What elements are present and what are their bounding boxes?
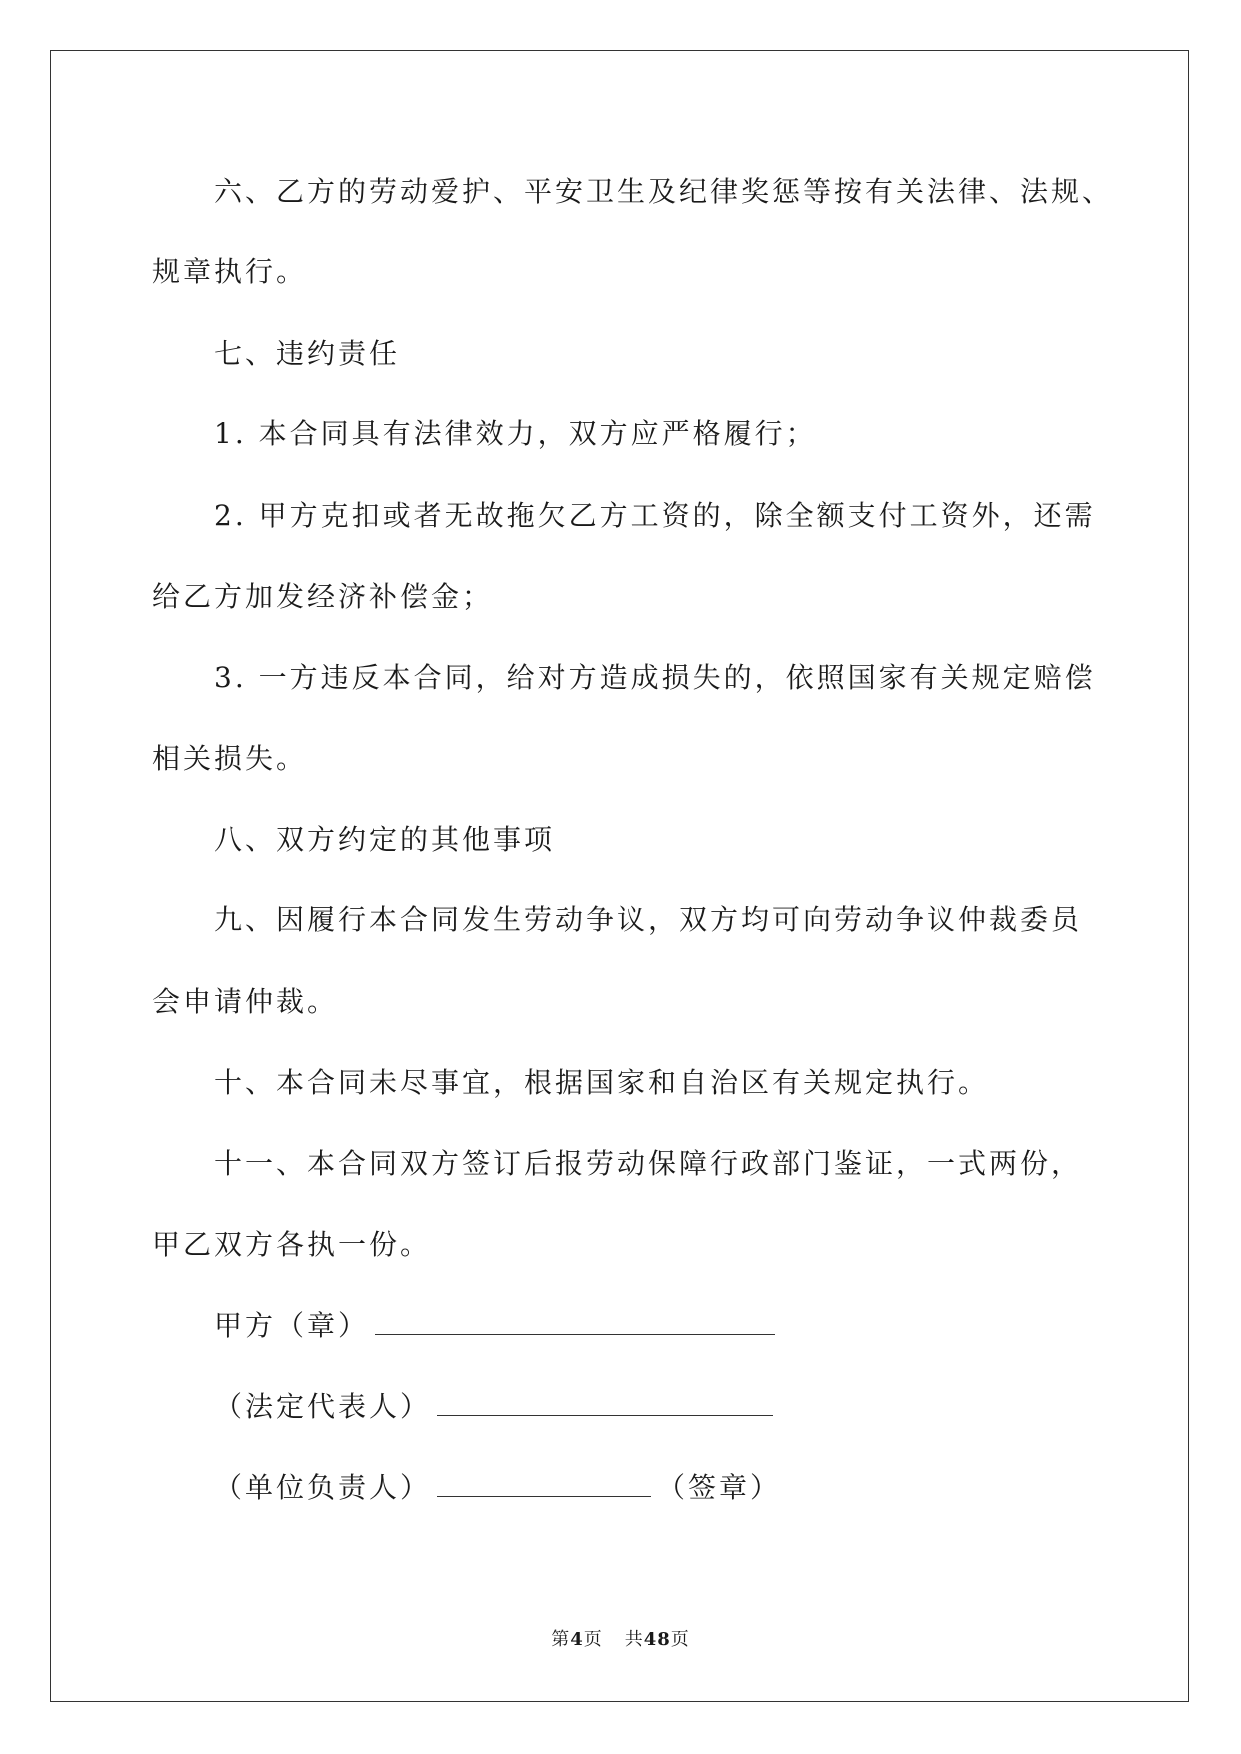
seal-label: （签章）: [657, 1471, 782, 1504]
paragraph-line: 十一、本合同双方签订后报劳动保障行政部门鉴证，一式两份，: [214, 1147, 1083, 1180]
current-page-number: 4: [570, 1629, 584, 1650]
page-footer: [0, 1628, 1241, 1652]
paragraph-line: 相关损失。: [152, 742, 308, 775]
paragraph-line: 甲乙双方各执一份。: [152, 1228, 432, 1261]
paragraph-line: 六、乙方的劳动爱护、平安卫生及纪律奖惩等按有关法律、法规、: [214, 175, 1114, 208]
footer-total-suffix: 页: [670, 1629, 690, 1650]
page-border: [50, 50, 1189, 1702]
paragraph-line: 会申请仲裁。: [152, 985, 339, 1018]
footer-total-prefix: 共: [624, 1629, 644, 1650]
legal-rep-blank: [437, 1389, 773, 1416]
paragraph-line: 十、本合同未尽事宜，根据国家和自治区有关规定执行。: [214, 1066, 990, 1099]
unit-head-blank: [437, 1470, 651, 1497]
total-pages-number: 48: [643, 1629, 671, 1650]
signature-party-a: [214, 1306, 781, 1346]
paragraph-line: 给乙方加发经济补偿金；: [152, 580, 494, 613]
footer-prefix: 第: [551, 1629, 571, 1650]
section-heading: 七、违约责任: [214, 337, 401, 370]
signature-legal-rep: [214, 1387, 779, 1427]
footer-page-suffix: 页: [583, 1629, 603, 1650]
paragraph-line: 1. 本合同具有法律效力，双方应严格履行；: [214, 417, 817, 450]
paragraph-line: 规章执行。: [152, 255, 308, 288]
legal-rep-label: （法定代表人）: [214, 1390, 432, 1423]
paragraph-line: 3. 一方违反本合同，给对方造成损失的，依照国家有关规定赔偿: [214, 661, 1096, 694]
paragraph-line: 2. 甲方克扣或者无故拖欠乙方工资的，除全额支付工资外，还需: [214, 499, 1096, 532]
signature-unit-head: [214, 1468, 781, 1508]
section-heading: 八、双方约定的其他事项: [214, 823, 556, 856]
party-a-blank: [375, 1308, 775, 1335]
unit-head-label: （单位负责人）: [214, 1471, 432, 1504]
party-a-label: 甲方（章）: [214, 1309, 370, 1342]
paragraph-line: 九、因履行本合同发生劳动争议，双方均可向劳动争议仲裁委员: [214, 903, 1083, 936]
